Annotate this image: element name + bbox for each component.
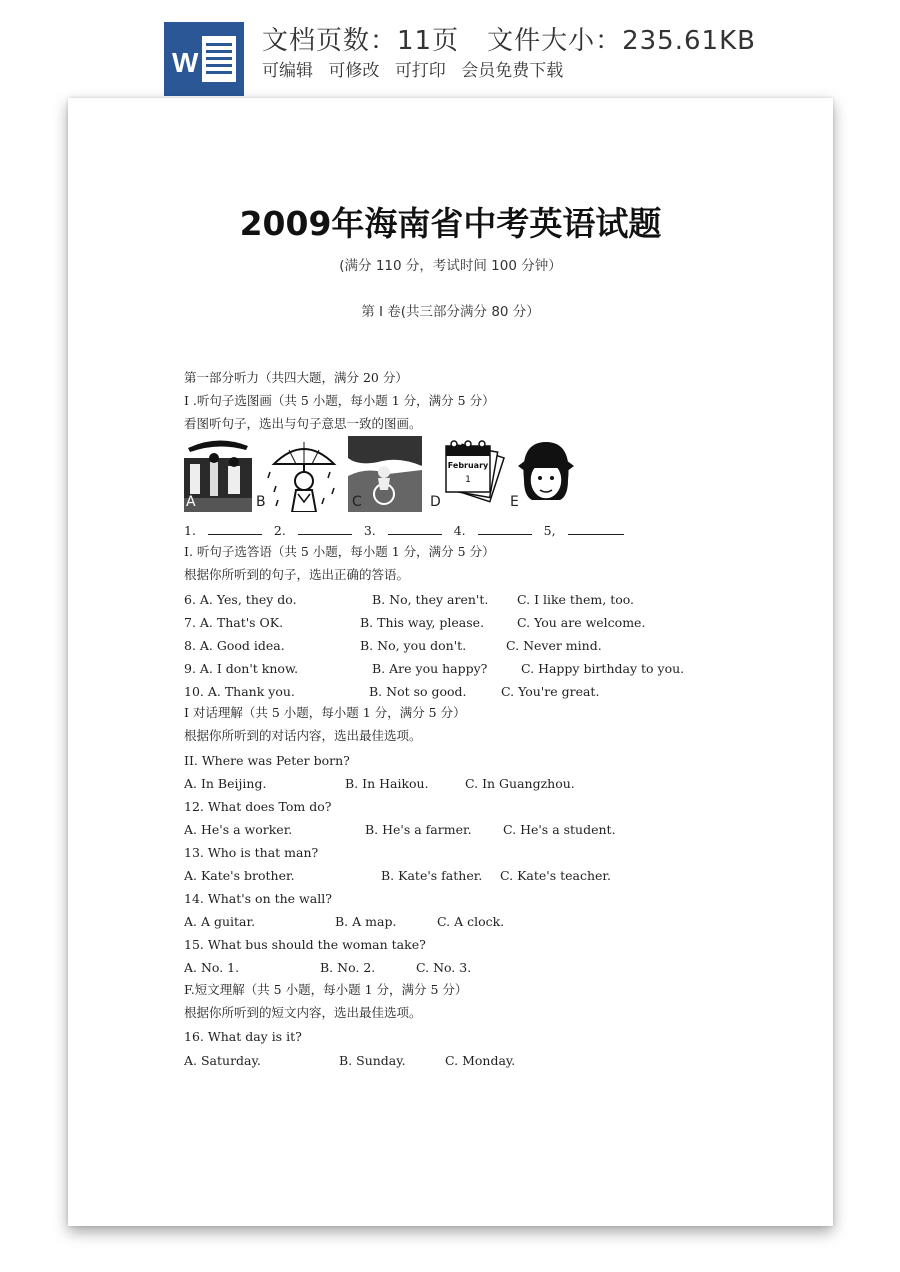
option-c: C. You're great. — [501, 684, 600, 699]
option-b: B. Are you happy? — [372, 661, 488, 676]
option-a: A. No. 1. — [184, 960, 240, 975]
option-a: 6. A. Yes, they do. — [184, 592, 297, 607]
svg-text:W: W — [172, 47, 199, 78]
option-b: B. Not so good. — [369, 684, 467, 699]
question-text: 14. What's on the wall? — [184, 891, 332, 906]
section-3-instruction: 根据你所听到的对话内容，选出最佳选项。 — [184, 728, 422, 743]
file-meta — [262, 20, 756, 57]
picture-b-umbrella-rain — [256, 436, 340, 512]
option-c: C. No. 3. — [416, 960, 472, 975]
page-count: 文档页数：11页 — [262, 26, 460, 56]
answer-blank[interactable] — [478, 522, 532, 535]
option-c: C. You are welcome. — [517, 615, 646, 630]
picture-label-a: A — [186, 494, 196, 510]
option-b: B. He's a farmer. — [365, 822, 472, 837]
blank-label: 2. — [273, 523, 286, 538]
answer-blank[interactable] — [568, 522, 624, 535]
feature-printable: 可打印 — [394, 61, 446, 81]
option-b: B. A map. — [335, 914, 397, 929]
option-c: C. Happy birthday to you. — [521, 661, 685, 676]
option-b: B. No. 2. — [320, 960, 376, 975]
option-b: B. Kate's father. — [381, 868, 483, 883]
option-a: 8. A. Good idea. — [184, 638, 285, 653]
question-text: 16. What day is it? — [184, 1029, 302, 1044]
option-c: C. A clock. — [437, 914, 505, 929]
question-text: 15. What bus should the woman take? — [184, 937, 426, 952]
answer-blanks — [184, 522, 632, 539]
picture-c-cycling — [348, 436, 422, 512]
option-a: A. In Beijing. — [184, 776, 267, 791]
section-2-instruction: 根据你所听到的句子，选出正确的答语。 — [184, 567, 410, 582]
section-1-instruction: 看图听句子，选出与句子意思一致的图画。 — [184, 416, 422, 431]
question-text: 13. Who is that man? — [184, 845, 319, 860]
option-a: 9. A. I don't know. — [184, 661, 299, 676]
section-4-instruction: 根据你所听到的短文内容，选出最佳选项。 — [184, 1005, 422, 1020]
feature-modifiable: 可修改 — [328, 61, 380, 81]
option-a: A. Kate's brother. — [184, 868, 295, 883]
option-c: C. I like them, too. — [517, 592, 635, 607]
option-a: A. He's a worker. — [184, 822, 293, 837]
option-c: C. Monday. — [445, 1053, 516, 1068]
answer-blank[interactable] — [388, 522, 442, 535]
option-c: C. Never mind. — [506, 638, 602, 653]
section-2-title: I. 听句子选答语（共 5 小题，每小题 1 分，满分 5 分） — [184, 544, 495, 559]
option-c: C. Kate's teacher. — [500, 868, 611, 883]
option-a: 10. A. Thank you. — [184, 684, 295, 699]
picture-row — [184, 436, 584, 512]
answer-blank[interactable] — [208, 522, 262, 535]
file-size: 文件大小：235.61KB — [487, 26, 756, 56]
option-b: B. In Haikou. — [345, 776, 429, 791]
option-a: A. Saturday. — [184, 1053, 261, 1068]
question-text: 12. What does Tom do? — [184, 799, 332, 814]
section-4-title: F.短文理解（共 5 小题，每小题 1 分，满分 5 分） — [184, 982, 468, 997]
picture-label-b: B — [256, 494, 266, 510]
section-3-title: I 对话理解（共 5 小题，每小题 1 分，满分 5 分） — [184, 705, 466, 720]
picture-d-calendar — [432, 436, 508, 512]
picture-label-d: D — [430, 494, 441, 510]
question-text: II. Where was Peter born? — [184, 753, 350, 768]
exam-subtitle: (满分 110 分，考试时间 100 分钟） — [339, 258, 562, 274]
feature-list — [262, 56, 573, 81]
svg-text:1: 1 — [465, 475, 471, 485]
picture-a-beach — [184, 436, 252, 512]
option-c: C. In Guangzhou. — [465, 776, 575, 791]
blank-label: 5, — [543, 523, 556, 538]
answer-blank[interactable] — [298, 522, 352, 535]
option-a: 7. A. That's OK. — [184, 615, 284, 630]
option-b: B. This way, please. — [360, 615, 485, 630]
picture-e-girl-portrait — [510, 436, 582, 512]
document-page — [68, 98, 833, 1226]
option-b: B. No, you don't. — [360, 638, 467, 653]
option-b: B. Sunday. — [339, 1053, 406, 1068]
option-c: C. He's a student. — [503, 822, 616, 837]
feature-editable: 可编辑 — [262, 61, 313, 81]
option-b: B. No, they aren't. — [372, 592, 489, 607]
svg-text:February: February — [447, 461, 489, 470]
feature-free-download[interactable]: 会员免费下载 — [461, 61, 564, 81]
part-heading: 第一部分听力（共四大题，满分 20 分） — [184, 370, 408, 385]
blank-label: 1. — [184, 523, 196, 538]
volume-heading: 第 I 卷(共三部分满分 80 分） — [361, 304, 540, 320]
download-banner — [0, 0, 900, 96]
word-document-icon — [164, 22, 244, 96]
section-1-title: I .听句子选图画（共 5 小题，每小题 1 分，满分 5 分） — [184, 393, 495, 408]
option-a: A. A guitar. — [184, 914, 256, 929]
blank-label: 4. — [453, 523, 466, 538]
picture-label-c: C — [352, 494, 362, 510]
picture-label-e: E — [510, 494, 519, 510]
page-title: 2009年海南省中考英语试题 — [239, 204, 662, 243]
blank-label: 3. — [363, 523, 376, 538]
